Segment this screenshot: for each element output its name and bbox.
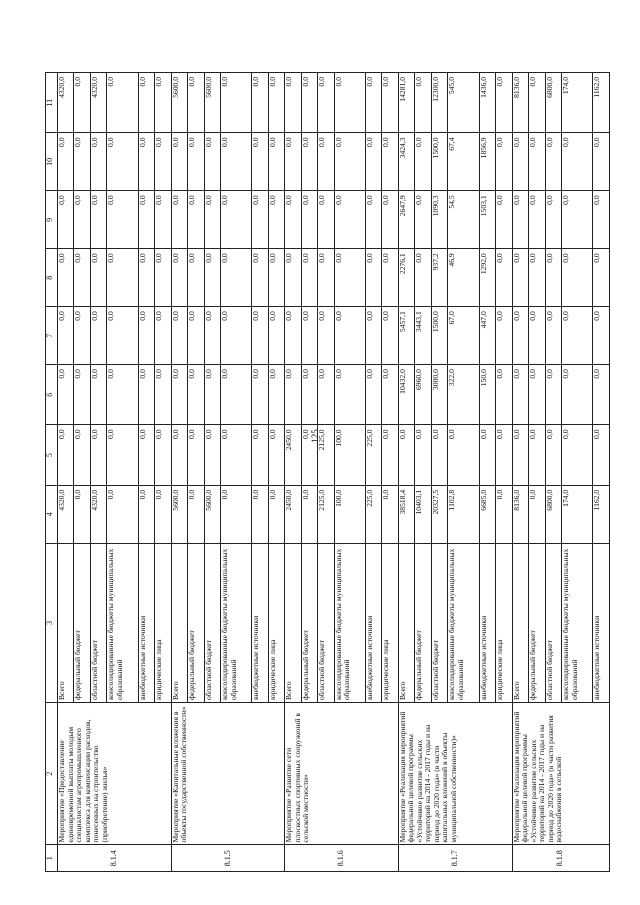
value-cell: 322,0	[448, 365, 479, 425]
value-cell: 0,0	[74, 485, 90, 543]
value-cell: 0,0	[512, 133, 528, 191]
value-cell: 0,0	[74, 133, 90, 191]
row-code: 8.1.7	[398, 845, 512, 872]
value-cell: 0,0	[268, 73, 284, 133]
value-cell: 0,0	[188, 365, 204, 425]
header-cell: 9	[46, 191, 58, 249]
value-cell: 225,0	[366, 485, 382, 543]
table-row	[398, 73, 414, 872]
value-cell: 0,0	[107, 191, 138, 249]
funding-source: областной бюджет	[431, 543, 447, 702]
value-cell: 0,0	[366, 307, 382, 365]
header-cell: 2	[46, 703, 58, 845]
value-cell: 5600,0	[204, 485, 220, 543]
value-cell: 0,0	[204, 425, 220, 485]
value-cell: 2125,0	[318, 485, 334, 543]
table-row	[171, 73, 187, 872]
value-cell: 0,0	[268, 133, 284, 191]
value-cell: 1162,0	[593, 73, 610, 133]
value-cell: 0,0	[138, 485, 154, 543]
value-cell: 0,0	[171, 365, 187, 425]
value-cell: 0,0	[74, 249, 90, 307]
value-cell: 0,0	[268, 425, 284, 485]
value-cell: 3000,0	[431, 365, 447, 425]
value-cell: 2450,0	[285, 485, 301, 543]
value-cell: 0,0	[301, 191, 317, 249]
value-cell: 0,0	[155, 365, 171, 425]
value-cell: 0,0	[252, 307, 268, 365]
value-cell: 0,0	[382, 73, 398, 133]
value-cell: 12300,0	[431, 73, 447, 133]
funding-source: областной бюджет	[90, 543, 106, 702]
value-cell: 3443,1	[415, 307, 431, 365]
value-cell: 0,0	[188, 249, 204, 307]
value-cell: 0,0	[545, 191, 561, 249]
value-cell: 0,0	[138, 307, 154, 365]
value-cell: 0,0	[252, 249, 268, 307]
header-cell: 5	[46, 425, 58, 485]
value-cell: 4320,0	[90, 73, 106, 133]
value-cell: 0,0	[448, 425, 479, 485]
value-cell: 0,0	[107, 485, 138, 543]
value-cell: 0,0	[58, 191, 74, 249]
value-cell: 0,0	[562, 365, 593, 425]
header-cell: 1	[46, 845, 58, 872]
value-cell: 0,0	[58, 365, 74, 425]
value-cell: 0,0	[496, 73, 512, 133]
value-cell: 0,0	[285, 307, 301, 365]
value-cell: 6685,0	[479, 485, 495, 543]
value-cell: 0,0	[221, 425, 252, 485]
value-cell: 0,0	[415, 425, 431, 485]
funding-source: федеральный бюджет	[529, 543, 545, 702]
header-cell: 7	[46, 307, 58, 365]
table-row	[285, 73, 301, 872]
value-cell: 1856,9	[479, 133, 495, 191]
value-cell: 0,0	[512, 249, 528, 307]
funding-source: консолидированные бюджеты муниципальных образований	[562, 543, 593, 702]
value-cell: 0,0	[74, 73, 90, 133]
value-cell: 0,0	[188, 191, 204, 249]
value-cell: 0,0	[382, 485, 398, 543]
funding-source: внебюджетные источники	[479, 543, 495, 702]
value-cell: 174,0	[562, 485, 593, 543]
value-cell: 0,0	[382, 365, 398, 425]
funding-source: федеральный бюджет	[301, 543, 317, 702]
header-cell: 8	[46, 249, 58, 307]
value-cell: 6960,0	[415, 365, 431, 425]
value-cell: 0,0	[529, 307, 545, 365]
value-cell: 0,0	[496, 249, 512, 307]
value-cell: 0,0	[382, 425, 398, 485]
value-cell: 0,0	[285, 191, 301, 249]
value-cell: 0,0	[431, 425, 447, 485]
value-cell: 0,0	[318, 73, 334, 133]
value-cell: 67,0	[448, 307, 479, 365]
value-cell: 14281,0	[398, 73, 414, 133]
value-cell: 0,0	[155, 73, 171, 133]
value-cell: 0,0	[545, 365, 561, 425]
value-cell: 10403,1	[415, 485, 431, 543]
value-cell: 100,0	[334, 485, 365, 543]
value-cell: 0,0	[268, 365, 284, 425]
value-cell: 0,0	[334, 249, 365, 307]
funding-source: Всего	[512, 543, 528, 702]
value-cell: 0,0	[188, 485, 204, 543]
value-cell: 3424,3	[398, 133, 414, 191]
value-cell: 0,0	[301, 425, 317, 485]
value-cell: 0,0	[138, 425, 154, 485]
value-cell: 0,0	[74, 307, 90, 365]
value-cell: 0,0	[382, 307, 398, 365]
value-cell: 0,0	[398, 425, 414, 485]
value-cell: 0,0	[301, 249, 317, 307]
value-cell: 0,0	[496, 485, 512, 543]
value-cell: 0,0	[318, 133, 334, 191]
value-cell: 0,0	[188, 307, 204, 365]
value-cell: 0,0	[415, 73, 431, 133]
value-cell: 0,0	[268, 485, 284, 543]
value-cell: 0,0	[301, 485, 317, 543]
value-cell: 225,0	[366, 425, 382, 485]
value-cell: 0,0	[188, 425, 204, 485]
value-cell: 0,0	[285, 365, 301, 425]
value-cell: 0,0	[529, 191, 545, 249]
value-cell: 0,0	[155, 485, 171, 543]
funding-source: внебюджетные источники	[252, 543, 268, 702]
funding-source: федеральный бюджет	[74, 543, 90, 702]
value-cell: 100,0	[334, 425, 365, 485]
value-cell: 0,0	[155, 249, 171, 307]
value-cell: 1090,3	[431, 191, 447, 249]
value-cell: 0,0	[562, 191, 593, 249]
value-cell: 0,0	[512, 425, 528, 485]
value-cell: 0,0	[496, 365, 512, 425]
value-cell: 0,0	[221, 249, 252, 307]
funding-source: федеральный бюджет	[415, 543, 431, 702]
value-cell: 38518,4	[398, 485, 414, 543]
value-cell: 6800,0	[545, 485, 561, 543]
value-cell: 0,0	[334, 307, 365, 365]
value-cell: 0,0	[334, 133, 365, 191]
value-cell: 5600,0	[204, 73, 220, 133]
value-cell: 67,4	[448, 133, 479, 191]
value-cell: 0,0	[366, 191, 382, 249]
funding-source: федеральный бюджет	[188, 543, 204, 702]
value-cell: 0,0	[58, 133, 74, 191]
value-cell: 0,0	[58, 425, 74, 485]
value-cell: 0,0	[90, 365, 106, 425]
page-number: 125	[310, 429, 320, 443]
value-cell: 0,0	[90, 133, 106, 191]
value-cell: 0,0	[221, 73, 252, 133]
value-cell: 0,0	[252, 365, 268, 425]
value-cell: 0,0	[366, 73, 382, 133]
value-cell: 0,0	[138, 73, 154, 133]
value-cell: 0,0	[415, 133, 431, 191]
value-cell: 0,0	[301, 73, 317, 133]
value-cell: 0,0	[593, 133, 610, 191]
measure-title: Мероприятие «Реализация мероприятий федеральной целевой программы «Устойчивое развитие сельских территорий на 2014 - 2017 годы и на период до 2020 года» (в части развития водоснабжения в сельской	[512, 703, 609, 845]
value-cell: 0,0	[171, 249, 187, 307]
value-cell: 0,0	[529, 425, 545, 485]
value-cell: 0,0	[155, 133, 171, 191]
value-cell: 0,0	[593, 191, 610, 249]
funding-source: областной бюджет	[318, 543, 334, 702]
funding-source: консолидированные бюджеты муниципальных образований	[107, 543, 138, 702]
value-cell: 0,0	[252, 191, 268, 249]
value-cell: 0,0	[415, 249, 431, 307]
value-cell: 4320,0	[90, 485, 106, 543]
value-cell: 0,0	[107, 73, 138, 133]
value-cell: 0,0	[545, 133, 561, 191]
value-cell: 0,0	[204, 249, 220, 307]
financing-table	[45, 72, 610, 872]
header-cell: 3	[46, 543, 58, 702]
value-cell: 0,0	[562, 307, 593, 365]
value-cell: 545,0	[448, 73, 479, 133]
funding-source: юридические лица	[268, 543, 284, 702]
value-cell: 1500,0	[431, 133, 447, 191]
value-cell: 0,0	[221, 307, 252, 365]
value-cell: 1500,0	[431, 307, 447, 365]
value-cell: 0,0	[529, 249, 545, 307]
value-cell: 0,0	[529, 365, 545, 425]
funding-source: Всего	[58, 543, 74, 702]
value-cell: 0,0	[512, 365, 528, 425]
value-cell: 0,0	[107, 249, 138, 307]
value-cell: 0,0	[155, 307, 171, 365]
value-cell: 0,0	[334, 365, 365, 425]
value-cell: 0,0	[545, 425, 561, 485]
header-cell: 4	[46, 485, 58, 543]
value-cell: 0,0	[268, 191, 284, 249]
header-cell: 10	[46, 133, 58, 191]
value-cell: 0,0	[204, 307, 220, 365]
value-cell: 2450,0	[285, 425, 301, 485]
measure-title: Мероприятие «Предоставление единовременной выплаты молодым специалистам агропромышленного комплекса для компенсации расходов, понесенных на строительство (приобретение) жилья»	[58, 703, 172, 845]
value-cell: 0,0	[90, 191, 106, 249]
value-cell: 0,0	[334, 73, 365, 133]
value-cell: 0,0	[366, 133, 382, 191]
value-cell: 0,0	[334, 191, 365, 249]
funding-source: консолидированные бюджеты муниципальных образований	[221, 543, 252, 702]
value-cell: 0,0	[171, 133, 187, 191]
value-cell: 0,0	[58, 249, 74, 307]
value-cell: 0,0	[496, 133, 512, 191]
value-cell: 46,9	[448, 249, 479, 307]
value-cell: 0,0	[593, 249, 610, 307]
row-code: 8.1.4	[58, 845, 172, 872]
funding-source: Всего	[285, 543, 301, 702]
value-cell: 0,0	[562, 425, 593, 485]
value-cell: 0,0	[496, 191, 512, 249]
value-cell: 2276,1	[398, 249, 414, 307]
value-cell: 0,0	[496, 307, 512, 365]
value-cell: 0,0	[318, 307, 334, 365]
value-cell: 0,0	[107, 365, 138, 425]
value-cell: 0,0	[382, 249, 398, 307]
value-cell: 0,0	[301, 365, 317, 425]
value-cell: 0,0	[285, 133, 301, 191]
value-cell: 0,0	[562, 249, 593, 307]
value-cell: 8136,0	[512, 73, 528, 133]
value-cell: 150,0	[479, 365, 495, 425]
value-cell: 0,0	[107, 307, 138, 365]
value-cell: 5600,0	[171, 485, 187, 543]
measure-title: Мероприятие «Капитальные вложения в объекты государственной собственности»	[171, 703, 285, 845]
value-cell: 0,0	[74, 191, 90, 249]
value-cell: 0,0	[252, 133, 268, 191]
table-row	[58, 73, 74, 872]
value-cell: 0,0	[479, 425, 495, 485]
value-cell: 10432,0	[398, 365, 414, 425]
value-cell: 0,0	[90, 249, 106, 307]
value-cell: 5457,1	[398, 307, 414, 365]
row-code: 8.1.8	[512, 845, 609, 872]
funding-source: внебюджетные источники	[138, 543, 154, 702]
value-cell: 0,0	[285, 73, 301, 133]
value-cell: 0,0	[138, 365, 154, 425]
value-cell: 6800,0	[545, 73, 561, 133]
value-cell: 0,0	[366, 249, 382, 307]
value-cell: 0,0	[301, 133, 317, 191]
rotated-table-wrapper	[45, 72, 610, 872]
value-cell: 0,0	[545, 307, 561, 365]
row-code: 8.1.6	[285, 845, 399, 872]
value-cell: 0,0	[301, 307, 317, 365]
value-cell: 1102,8	[448, 485, 479, 543]
measure-title: Мероприятие «Развитие сети плоскостных спортивных сооружений в сельской местности»	[285, 703, 399, 845]
table-row	[512, 73, 528, 872]
value-cell: 5600,0	[171, 73, 187, 133]
value-cell: 4320,0	[58, 485, 74, 543]
value-cell: 0,0	[138, 191, 154, 249]
value-cell: 174,0	[562, 73, 593, 133]
funding-source: консолидированные бюджеты муниципальных образований	[448, 543, 479, 702]
value-cell: 0,0	[138, 133, 154, 191]
value-cell: 0,0	[221, 133, 252, 191]
value-cell: 0,0	[221, 485, 252, 543]
value-cell: 0,0	[90, 425, 106, 485]
value-cell: 0,0	[107, 425, 138, 485]
value-cell: 0,0	[171, 191, 187, 249]
value-cell: 0,0	[382, 191, 398, 249]
value-cell: 0,0	[545, 249, 561, 307]
value-cell: 0,0	[188, 133, 204, 191]
value-cell: 0,0	[268, 307, 284, 365]
table-header-row	[46, 73, 58, 872]
value-cell: 4320,0	[58, 73, 74, 133]
funding-source: внебюджетные источники	[366, 543, 382, 702]
funding-source: Всего	[398, 543, 414, 702]
value-cell: 1436,0	[479, 73, 495, 133]
value-cell: 0,0	[512, 191, 528, 249]
value-cell: 0,0	[366, 365, 382, 425]
value-cell: 0,0	[171, 307, 187, 365]
value-cell: 0,0	[529, 485, 545, 543]
value-cell: 0,0	[529, 73, 545, 133]
value-cell: 447,0	[479, 307, 495, 365]
value-cell: 0,0	[593, 425, 610, 485]
value-cell: 0,0	[529, 133, 545, 191]
value-cell: 0,0	[74, 425, 90, 485]
funding-source: юридические лица	[155, 543, 171, 702]
value-cell: 0,0	[318, 249, 334, 307]
funding-source: Всего	[171, 543, 187, 702]
funding-source: юридические лица	[496, 543, 512, 702]
value-cell: 2647,9	[398, 191, 414, 249]
value-cell: 0,0	[138, 249, 154, 307]
value-cell: 0,0	[415, 191, 431, 249]
header-cell: 6	[46, 365, 58, 425]
funding-source: внебюджетные источники	[593, 543, 610, 702]
row-code: 8.1.5	[171, 845, 285, 872]
value-cell: 0,0	[496, 425, 512, 485]
value-cell: 0,0	[188, 73, 204, 133]
value-cell: 0,0	[204, 365, 220, 425]
value-cell: 0,0	[252, 425, 268, 485]
value-cell: 0,0	[285, 249, 301, 307]
value-cell: 0,0	[318, 191, 334, 249]
value-cell: 937,2	[431, 249, 447, 307]
funding-source: юридические лица	[382, 543, 398, 702]
value-cell: 0,0	[107, 133, 138, 191]
value-cell: 0,0	[318, 365, 334, 425]
value-cell: 0,0	[171, 425, 187, 485]
funding-source: областной бюджет	[545, 543, 561, 702]
value-cell: 2125,0	[318, 425, 334, 485]
value-cell: 0,0	[593, 307, 610, 365]
value-cell: 0,0	[562, 133, 593, 191]
value-cell: 0,0	[155, 191, 171, 249]
value-cell: 54,5	[448, 191, 479, 249]
value-cell: 0,0	[204, 191, 220, 249]
value-cell: 0,0	[74, 365, 90, 425]
value-cell: 0,0	[268, 249, 284, 307]
value-cell: 0,0	[204, 133, 220, 191]
value-cell: 0,0	[155, 425, 171, 485]
value-cell: 0,0	[221, 365, 252, 425]
value-cell: 0,0	[90, 307, 106, 365]
header-cell: 11	[46, 73, 58, 133]
funding-source: консолидированные бюджеты муниципальных образований	[334, 543, 365, 702]
value-cell: 8136,0	[512, 485, 528, 543]
value-cell: 1503,1	[479, 191, 495, 249]
value-cell: 0,0	[382, 133, 398, 191]
value-cell: 0,0	[252, 485, 268, 543]
value-cell: 0,0	[512, 307, 528, 365]
value-cell: 1292,0	[479, 249, 495, 307]
funding-source: областной бюджет	[204, 543, 220, 702]
value-cell: 0,0	[221, 191, 252, 249]
value-cell: 0,0	[58, 307, 74, 365]
value-cell: 1162,0	[593, 485, 610, 543]
value-cell: 0,0	[252, 73, 268, 133]
value-cell: 0,0	[593, 365, 610, 425]
value-cell: 20327,5	[431, 485, 447, 543]
measure-title: Мероприятие «Реализация мероприятий федеральной целевой программы «Устойчивое развитие сельских территорий на 2014 - 2017 годы и на период до 2020 года» (в части капитальных вложений в объекты муниципальной собственности)»	[398, 703, 512, 845]
